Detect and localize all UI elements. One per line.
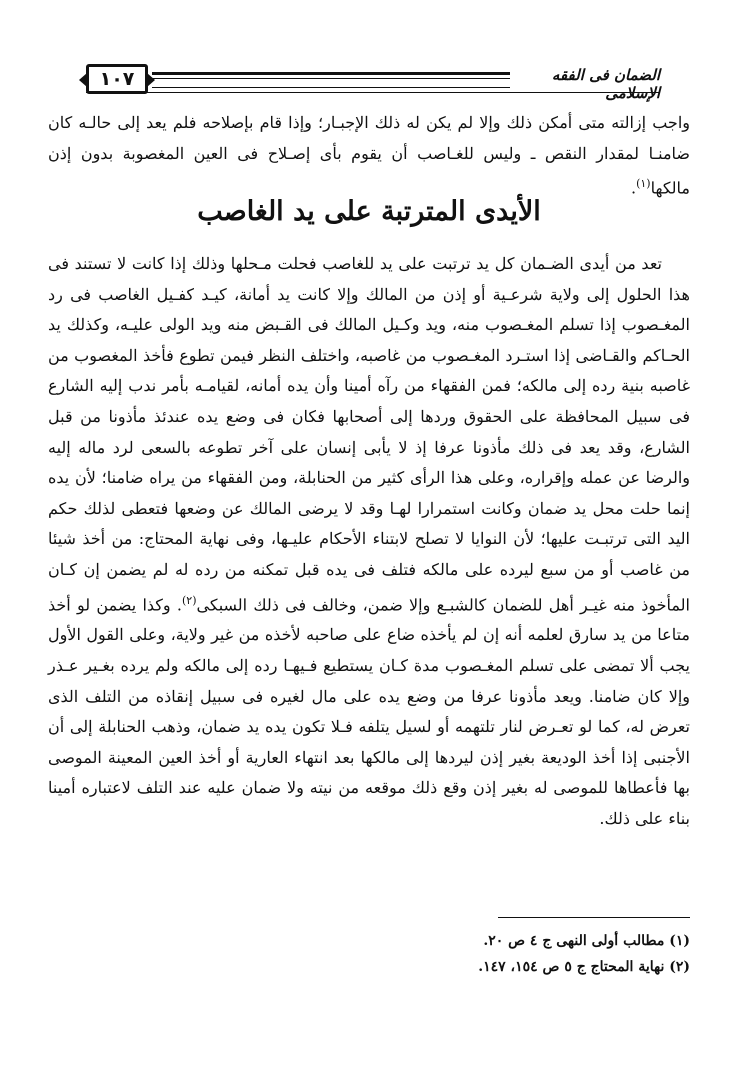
paragraph-2-text-a: تعد من أيدى الضـمان كل يد ترتبت على يد للغاصب فحلت مـحلها وذلك إذا كانت لا تستند فى هذا الحلول إلى ولاية شرعـية أو إذن من المالك وإلا كانت يد أمانة، كيـد كفـيل الغاصب فى رد المغـصوب إذا تسلم المغـصوب منه، ويد وكـيل المالك فى القـبض منه ويد الولى عليـه، وكذلك يد الحـاكم والقـاضى إذا استـرد المغـصوب من غاصبه، واختلف النظر فيمن تطوع فأخذ المغصوب من غاصبه بنية رده إلى مالكه؛ فمن الفقهاء من رآه أمينا وأن يده أمانه، لقيامـه بأمر ندب إليه الشارع فى سبيل المحافظة على الحقوق وردها إلى أصحابها فكان فى وضع يده عندئذ مأذونا من قبل الشارع، وقد يعد فى ذلك مأذونا عرفا إذ لا يأبى إنسان على آخر تطوعه بالسعى لرد ماله إليه والرضا عن عمله وإقراره، وعلى هذا الرأى كثير من الحنابلة، ومن الفقهاء من يراه ضامنا؛ لأن يده إنما حلت محل يد ضمان وكانت استمرارا لهـا وقد لا يرضى المالك عن وضعها فتعطى لذلك حكم اليد التى ترتبـت عليها؛ لأن النوايا لا تصلح لابتناء الأحكام عليـها، وفى نهاية المحتاج: من أخذ شيئا من غاصب أو من سبع ليرده على مالكه فتلف فى يده قبل تمكنه من رده له لم يضمن إن كـان المأخوذ منه غيـر أهل للضمان كالشبـع وإلا ضمن، وخالف فى ذلك السبكى <box>48 254 691 614</box>
paragraph-2-text-b: . وكذا يضمن لو أخذ متاعا من يد سارق لعلمه أنه إن لم يأخذه ضاع على صاحبه لأخذه من غير ولاية، وعلى القول الأول يجب ألا تمضى على تسلم المغـصوب مدة كـان يستطيع فـيهـا رده إلى مالكه ولم يرده بغـير عـذر وإلا كان ضامنا. ويعد مأذونا عرفا من وضع يده على مال لغيره فى سبيل إنقاذه من التلف الذى تعرض له، كما لو تعـرض لنار تلتهمه أو لسيل يتلفه فـلا تكون يده يد ضمان، وذهب الحنابلة إلى أن الأجنبى إذا أخذ الوديعة بغير إذن ليردها إلى مالكها بعد انتهاء العارية أو أخذ العين المعينة الموصى بها فأعطاها للموصى له بغير إذن وقع ذلك موقعه من نيته ولا ضمان عليه عند التلف لاعتباره أمينا بناء على ذلك. <box>48 594 690 829</box>
footnote-rule <box>498 917 690 918</box>
footnote-2: (٢) نهاية المحتاج ج ٥ ص ١٥٤، ١٤٧. <box>478 959 690 975</box>
paragraph-2 <box>48 249 690 835</box>
running-title: الضمان فى الفقه الإسلامى <box>551 66 660 102</box>
paragraph-1-text: واجب إزالته متى أمكن ذلك وإلا لم يكن له ذلك الإجبـار؛ وإذا قام بإصلاحه فلم يعد إلى حالـه كان ضامنـا لمقدار النقص ـ وليس للغـاصب أن يقوم بأى إصـلاح فى العين المغصوبة بدون إذن مالكها <box>48 113 690 198</box>
page-header <box>86 62 660 100</box>
footnote-marker-2: (٢) <box>182 593 197 607</box>
footnotes <box>50 928 690 980</box>
section-heading: الأيدى المترتبة على يد الغاصب <box>197 196 541 227</box>
header-underline <box>86 92 660 93</box>
paragraph-1 <box>48 108 690 204</box>
header-rule <box>152 72 510 88</box>
footnote-1: (١) مطالب أولى النهى ج ٤ ص ٢٠. <box>483 933 690 949</box>
paragraph-1-end: . <box>630 178 637 198</box>
footnote-marker-1: (١) <box>636 177 651 191</box>
page-number: ١٠٧ <box>86 64 148 94</box>
